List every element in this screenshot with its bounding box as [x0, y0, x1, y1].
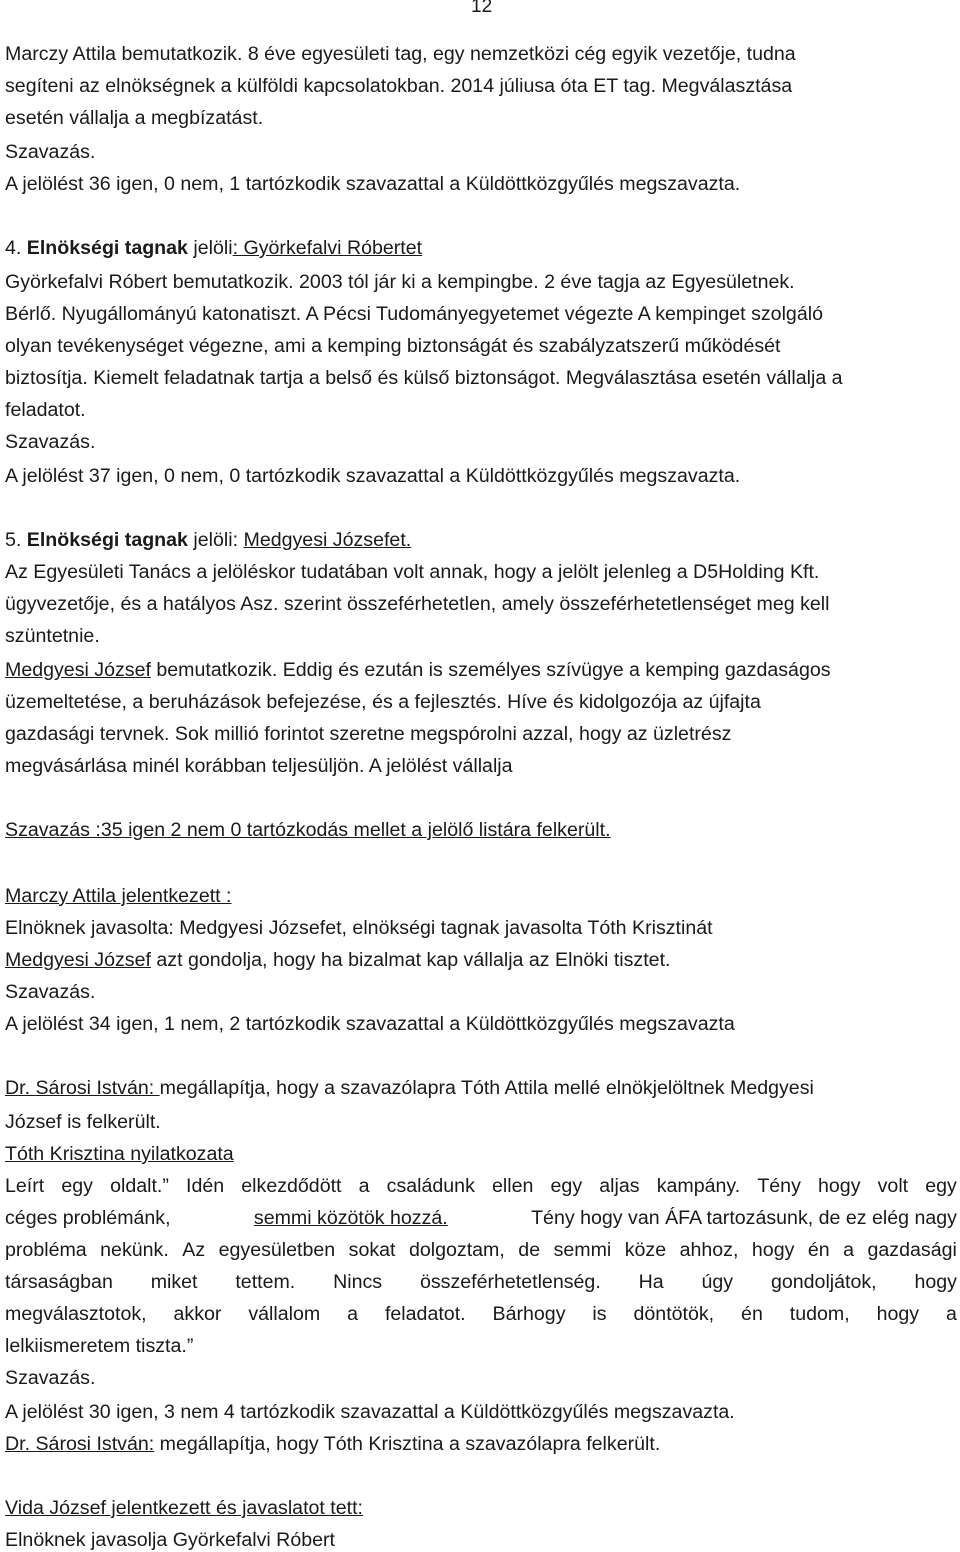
statement-heading: Tóth Krisztina nyilatkozata — [5, 1143, 234, 1165]
candidate-name: Medgyesi József — [5, 659, 151, 681]
vote-heading: Szavazás. — [5, 981, 96, 1003]
word: miket — [150, 1271, 198, 1293]
paragraph-line — [5, 1076, 814, 1100]
word: Bárhogy — [492, 1303, 566, 1325]
word: de — [518, 1239, 541, 1261]
line-text: céges problémánk, — [5, 1207, 171, 1229]
line-text: bemutatkozik. Eddig és ezután is személyes szívügye a kemping gazdaságos — [150, 659, 831, 681]
paragraph-line: gazdasági tervnek. Sok millió forintot szeretne megspórolni azzal, hogy az üzletrész — [5, 723, 732, 745]
word: a — [843, 1239, 855, 1261]
paragraph-line — [5, 948, 670, 972]
vote-result: A jelölést 36 igen, 0 nem, 1 tartózkodik szavazattal a Küldöttközgyűlés megszavazta. — [5, 173, 741, 195]
paragraph-line: József is felkerült. — [5, 1111, 161, 1133]
word: hogy — [876, 1303, 920, 1325]
vote-result: A jelölést 30 igen, 3 nem 4 tartózkodik szavazattal a Küldöttközgyűlés megszavazta. — [5, 1401, 735, 1423]
word: Idén — [186, 1175, 225, 1197]
item-number: 5. — [5, 529, 27, 551]
word: Az — [182, 1239, 206, 1261]
word: semmi — [553, 1239, 612, 1261]
justified-line — [5, 1302, 957, 1326]
paragraph-line: olyan tevékenységet végezne, ami a kemping biztonságát és szabályzatszerű működését — [5, 335, 781, 357]
word: egy — [550, 1175, 583, 1197]
nomination-verb: jelöli — [187, 237, 233, 259]
word: egy — [925, 1175, 957, 1197]
line-text: megállapítja, hogy a szavazólapra Tóth Attila mellé elnökjelöltnek Medgyesi — [159, 1077, 814, 1099]
nominee-name: : Györkefalvi Róbertet — [232, 237, 423, 259]
paragraph-line: esetén vállalja a megbízatást. — [5, 107, 264, 129]
word: úgy — [701, 1271, 734, 1293]
word: egyesületben — [218, 1239, 336, 1261]
vote-heading: Szavazás. — [5, 1367, 96, 1389]
word: ahhoz, — [679, 1239, 739, 1261]
paragraph-line: szüntetnie. — [5, 625, 100, 647]
word: tudom, — [789, 1303, 850, 1325]
justified-line — [5, 1206, 957, 1230]
paragraph-line: feladatot. — [5, 399, 86, 421]
candidate-name: Medgyesi József — [5, 949, 151, 971]
word: én — [807, 1239, 830, 1261]
paragraph-line — [5, 1432, 660, 1456]
speaker-name: Dr. Sárosi István: — [5, 1433, 155, 1455]
page-number: 12 — [471, 0, 493, 17]
word: nekünk. — [100, 1239, 169, 1261]
paragraph-line — [5, 658, 831, 682]
word: gondoljátok, — [770, 1271, 877, 1293]
paragraph-line: Marczy Attila bemutatkozik. 8 éve egyesületi tag, egy nemzetközi cég egyik vezetője, tudna — [5, 43, 796, 65]
nomination-verb: jelöli: — [187, 529, 244, 551]
paragraph-line: Bérlő. Nyugállományú katonatiszt. A Pécsi Tudományegyetemet végezte A kempinget szolgáló — [5, 303, 823, 325]
paragraph-line: segíteni az elnökségnek a külföldi kapcsolatokban. 2014 júliusa óta ET tag. Megválasztása — [5, 75, 793, 97]
line-text: Tény hogy van ÁFA tartozásunk, de ez elég nagy — [531, 1207, 957, 1229]
word: a — [347, 1303, 359, 1325]
word: tettem. — [235, 1271, 296, 1293]
nomination-heading — [5, 528, 411, 552]
word: én — [741, 1303, 763, 1325]
word: probléma — [5, 1239, 87, 1261]
paragraph-line: megvásárlása minél korábban teljesüljön. A jelölést vállalja — [5, 755, 513, 777]
paragraph-line: Az Egyesületi Tanács a jelöléskor tudatában volt annak, hogy a jelölt jelenleg a D5Holding Kft. — [5, 561, 820, 583]
word: elkezdődött — [241, 1175, 342, 1197]
speaker-name: Dr. Sárosi István: — [5, 1077, 160, 1099]
justified-line — [5, 1270, 957, 1294]
paragraph-line: Elnöknek javasolja Györkefalvi Róbert — [5, 1529, 335, 1551]
item-number: 4. — [5, 237, 27, 259]
word: gazdasági — [867, 1239, 957, 1261]
paragraph-line: lelkiismeretem tiszta.” — [5, 1335, 194, 1357]
word: ellen — [492, 1175, 534, 1197]
word: Leírt — [5, 1175, 45, 1197]
word: döntötök, — [633, 1303, 715, 1325]
nomination-heading — [5, 236, 422, 260]
word: volt — [877, 1175, 909, 1197]
vote-result: A jelölést 34 igen, 1 nem, 2 tartózkodik szavazattal a Küldöttközgyűlés megszavazta — [5, 1013, 735, 1035]
justified-line — [5, 1238, 957, 1262]
nomination-role: Elnökségi tagnak — [26, 237, 188, 259]
paragraph-line: Elnöknek javasolta: Medgyesi Józsefet, elnökségi tagnak javasolta Tóth Krisztinát — [5, 917, 713, 939]
word: összeférhetetlenség. — [419, 1271, 601, 1293]
speaker-heading: Marczy Attila jelentkezett : — [5, 885, 232, 907]
justified-line — [5, 1174, 957, 1198]
word: is — [592, 1303, 607, 1325]
line-text: megállapítja, hogy Tóth Krisztina a szavazólapra felkerült. — [154, 1433, 661, 1455]
paragraph-line: üzemeltetése, a beruházások befejezése, és a fejlesztés. Híve és kidolgozója az újfajta — [5, 691, 761, 713]
word: családunk — [386, 1175, 475, 1197]
word: Ha — [638, 1271, 664, 1293]
word: társaságban — [5, 1271, 113, 1293]
word: egy — [61, 1175, 93, 1197]
underlined-phrase: semmi közötök hozzá. — [253, 1207, 448, 1229]
paragraph-line: Györkefalvi Róbert bemutatkozik. 2003 tól jár ki a kempingbe. 2 éve tagja az Egyesületnek. — [5, 271, 795, 293]
word: vállalom — [248, 1303, 321, 1325]
vote-heading: Szavazás. — [5, 431, 96, 453]
word: hogy — [751, 1239, 795, 1261]
line-text: azt gondolja, hogy ha bizalmat kap vállalja az Elnöki tisztet. — [150, 949, 671, 971]
nomination-role: Elnökségi tagnak — [26, 529, 188, 551]
word: megválasztotok, — [5, 1303, 147, 1325]
paragraph-line: ügyvezetője, és a hatályos Asz. szerint összeférhetetlen, amely összeférhetetlenséget meg kell — [5, 593, 830, 615]
word: sokat — [348, 1239, 396, 1261]
word: köze — [624, 1239, 667, 1261]
vote-result: A jelölést 37 igen, 0 nem, 0 tartózkodik szavazattal a Küldöttközgyűlés megszavazta. — [5, 465, 741, 487]
word: hogy — [914, 1271, 957, 1293]
word: hogy — [818, 1175, 861, 1197]
vote-result: Szavazás :35 igen 2 nem 0 tartózkodás mellet a jelölő listára felkerült. — [5, 819, 611, 841]
word: Nincs — [333, 1271, 383, 1293]
word: oldalt.” — [110, 1175, 169, 1197]
nominee-name: Medgyesi Józsefet. — [243, 529, 412, 551]
word: a — [946, 1303, 957, 1325]
word: aljas — [599, 1175, 640, 1197]
word: feladatot. — [384, 1303, 466, 1325]
word: a — [358, 1175, 370, 1197]
word: Tény — [757, 1175, 801, 1197]
paragraph-line: biztosítja. Kiemelt feladatnak tartja a belső és külső biztonságot. Megválasztása esetén vállalja a — [5, 367, 843, 389]
speaker-heading: Vida József jelentkezett és javaslatot tett: — [5, 1497, 363, 1519]
word: akkor — [173, 1303, 222, 1325]
word: kampány. — [656, 1175, 741, 1197]
word: dolgoztam, — [408, 1239, 505, 1261]
vote-heading: Szavazás. — [5, 141, 96, 163]
